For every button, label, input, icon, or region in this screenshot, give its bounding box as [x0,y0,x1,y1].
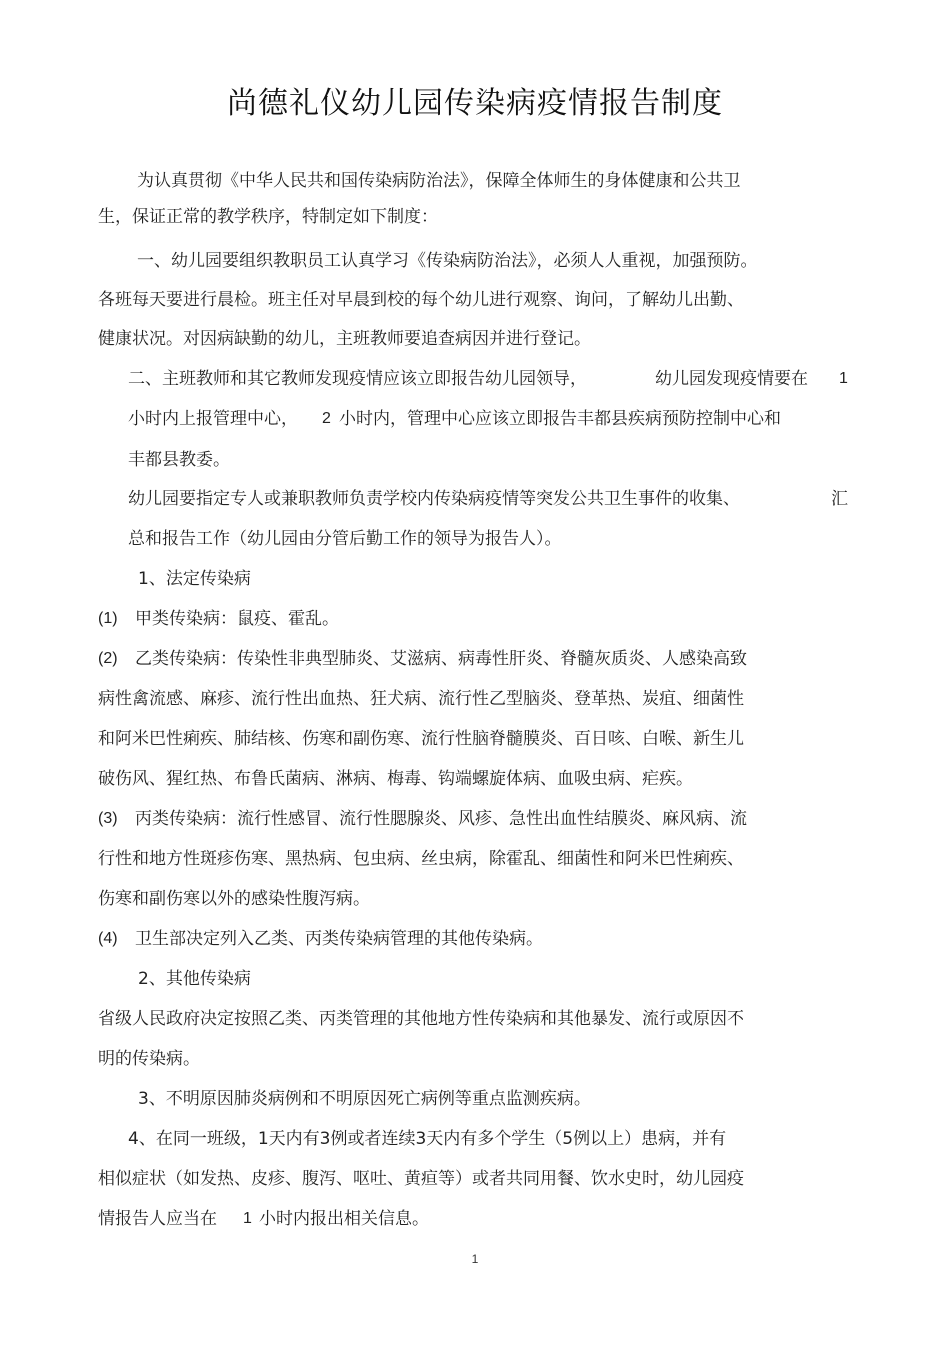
legal-item-line: 伤寒和副伤寒以外的感染性腹泻病。 [98,889,370,909]
item4-line: 4、在同一班级，1天内有3例或者连续3天内有多个学生（5例以上）患病，并有 [128,1129,727,1149]
intro-line: 生，保证正常的教学秩序，特制定如下制度： [98,207,438,227]
section2-line: 小时内，管理中心应该立即报告丰都县疾病预防控制中心和 [339,409,781,429]
other-heading: 2、其他传染病 [138,969,251,989]
reporter-line: 汇 [831,489,848,509]
section2-line: 二、主班教师和其它教师发现疫情应该立即报告幼儿园领导， [128,369,587,389]
section2-line: 幼儿园发现疫情要在 [655,369,808,389]
page-number: 1 [471,1252,479,1266]
section1-line: 各班每天要进行晨检。班主任对早晨到校的每个幼儿进行观察、询问，了解幼儿出勤、 [98,290,744,310]
section2-number: 2 [322,410,331,427]
legal-item-line: 甲类传染病：鼠疫、霍乱。 [135,609,339,629]
section1-line: 一、幼儿园要组织教职员工认真学习《传染病防治法》，必须人人重视，加强预防。 [137,251,758,271]
legal-item-line: 破伤风、猩红热、布鲁氏菌病、淋病、梅毒、钩端螺旋体病、血吸虫病、疟疾。 [98,769,693,789]
document-title: 尚德礼仪幼儿园传染病疫情报告制度 [227,86,723,121]
other-line: 省级人民政府决定按照乙类、丙类管理的其他地方性传染病和其他暴发、流行或原因不 [98,1009,744,1029]
reporter-line: 总和报告工作（幼儿园由分管后勤工作的领导为报告人）。 [128,529,562,549]
other-line: 明的传染病。 [98,1049,200,1069]
legal-item-line: 卫生部决定列入乙类、丙类传染病管理的其他传染病。 [135,929,543,949]
section2-line: 丰都县教委。 [128,450,230,470]
section2-number: 1 [839,370,848,387]
legal-item-line: 和阿米巴性痢疾、肺结核、伤寒和副伤寒、流行性脑脊髓膜炎、百日咳、白喉、新生儿 [98,729,744,749]
item4-line: 相似症状（如发热、皮疹、腹泻、呕吐、黄疸等）或者共同用餐、饮水史时，幼儿园疫 [98,1169,744,1189]
legal-item-line: 丙类传染病：流行性感冒、流行性腮腺炎、风疹、急性出血性结膜炎、麻风病、流 [135,809,747,829]
section1-line: 健康状况。对因病缺勤的幼儿，主班教师要追查病因并进行登记。 [98,329,591,349]
item4-line: 情报告人应当在 [98,1209,217,1229]
legal-item-line: 病性禽流感、麻疹、流行性出血热、狂犬病、流行性乙型脑炎、登革热、炭疽、细菌性 [98,689,744,709]
legal-item-line: 乙类传染病：传染性非典型肺炎、艾滋病、病毒性肝炎、脊髓灰质炎、人感染高致 [135,649,747,669]
list-number: (1) [98,610,118,627]
item4-number: 1 [243,1210,252,1227]
intro-line: 为认真贯彻《中华人民共和国传染病防治法》，保障全体师生的身体健康和公共卫 [137,171,741,191]
list-number: (2) [98,650,118,667]
list-number: (3) [98,810,118,827]
list-number: (4) [98,930,118,947]
legal-heading: 1、法定传染病 [138,569,251,589]
legal-item-line: 行性和地方性斑疹伤寒、黑热病、包虫病、丝虫病，除霍乱、细菌性和阿米巴性痢疾、 [98,849,744,869]
item3-line: 3、不明原因肺炎病例和不明原因死亡病例等重点监测疾病。 [138,1089,591,1109]
item4-line: 小时内报出相关信息。 [259,1209,429,1229]
reporter-line: 幼儿园要指定专人或兼职教师负责学校内传染病疫情等突发公共卫生事件的收集、 [128,489,740,509]
section2-line: 小时内上报管理中心， [128,409,298,429]
